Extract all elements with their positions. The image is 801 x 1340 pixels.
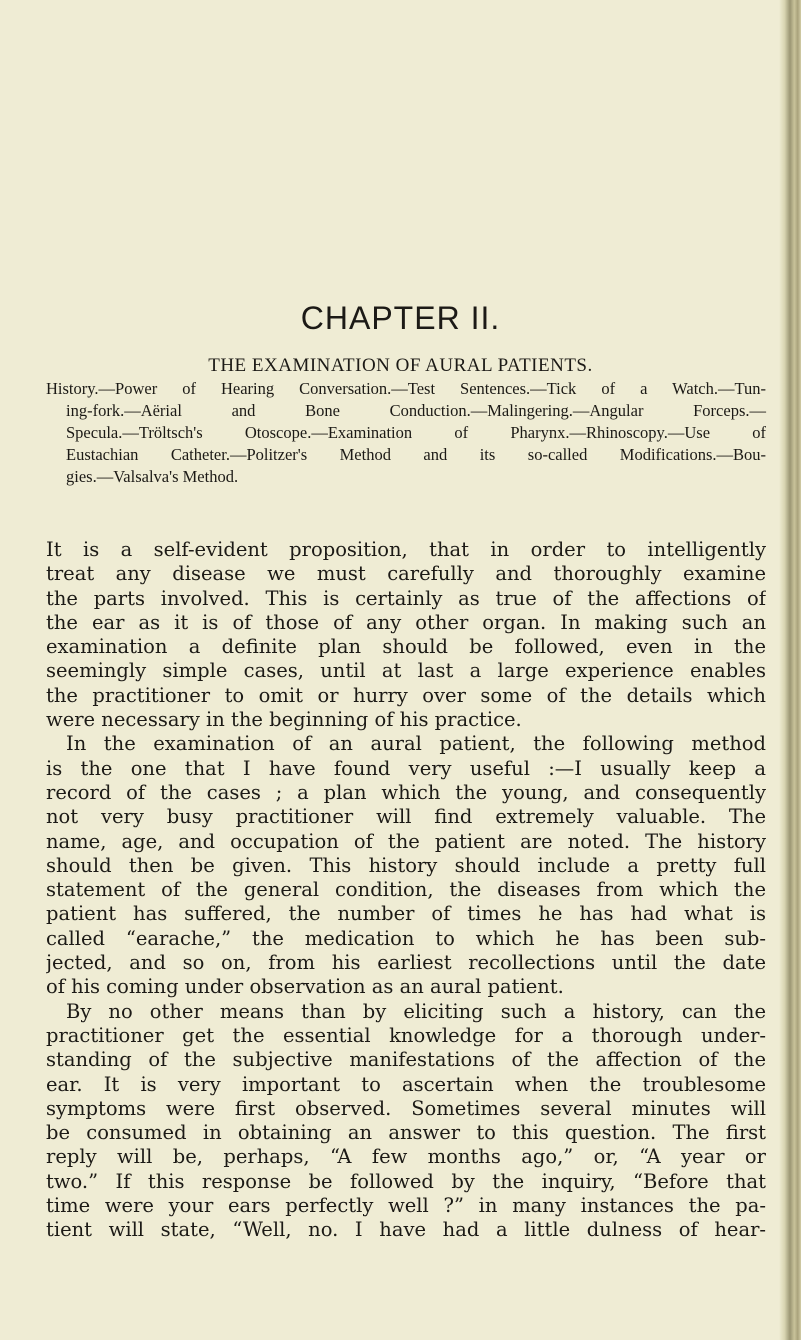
body-line: the practitioner to omit or hurry over some of the details which — [46, 683, 766, 707]
body-text — [46, 538, 766, 1243]
synopsis-line: Eustachian Catheter.—Politzer's Method and its so-called Modifications.—Bou- — [66, 445, 766, 464]
body-line: treat any disease we must carefully and thoroughly examine — [46, 562, 766, 586]
synopsis-line: gies.—Valsalva's Method. — [66, 467, 239, 486]
body-line: examination a definite plan should be followed, even in the — [46, 635, 766, 659]
body-line: In the examination of an aural patient, the following method — [66, 732, 766, 756]
body-line: name, age, and occupation of the patient are noted. The history — [46, 829, 766, 853]
body-line: standing of the subjective manifestations of the affection of the — [46, 1048, 766, 1072]
body-line: record of the cases ; a plan which the young, and consequently — [46, 780, 766, 804]
body-line: practitioner get the essential knowledge for a thorough under- — [46, 1023, 766, 1047]
body-line: jected, and so on, from his earliest recollections until the date — [46, 951, 766, 975]
body-line: It is a self-evident proposition, that in order to intelligently — [46, 538, 766, 561]
synopsis-line: ing-fork.—Aërial and Bone Conduction.—Malingering.—Angular Forceps.— — [66, 401, 766, 420]
body-line: patient has suffered, the number of times he has had what is — [46, 902, 766, 926]
page-edge-shadow — [779, 0, 801, 1340]
body-line: the ear as it is of those of any other organ. In making such an — [46, 610, 766, 634]
chapter-synopsis — [46, 378, 766, 488]
body-line: By no other means than by eliciting such a history, can the — [66, 999, 766, 1023]
body-line: of his coming under observation as an aural patient. — [46, 975, 564, 999]
body-line: tient will state, “Well, no. I have had a little dulness of hear- — [46, 1218, 766, 1242]
body-line: is the one that I have found very useful :—I usually keep a — [46, 756, 766, 780]
body-line: were necessary in the beginning of his practice. — [46, 708, 522, 732]
body-line: two.” If this response be followed by the inquiry, “Before that — [46, 1169, 766, 1193]
body-line: ear. It is very important to ascertain when the troublesome — [46, 1072, 766, 1096]
synopsis-line: History.—Power of Hearing Conversation.—Test Sentences.—Tick of a Watch.—Tun- — [46, 379, 766, 398]
body-line: be consumed in obtaining an answer to this question. The first — [46, 1121, 766, 1145]
body-line: should then be given. This history should include a pretty full — [46, 853, 766, 877]
body-line: statement of the general condition, the diseases from which the — [46, 878, 766, 902]
body-line: symptoms were first observed. Sometimes several minutes will — [46, 1096, 766, 1120]
chapter-title: CHAPTER II. — [300, 300, 501, 336]
synopsis-line: Specula.—Tröltsch's Otoscope.—Examination of Pharynx.—Rhinoscopy.—Use of — [66, 423, 766, 442]
body-line: time were your ears perfectly well ?” in many instances the pa- — [46, 1194, 766, 1218]
body-line: called “earache,” the medication to which he has been sub- — [46, 926, 766, 950]
body-line: reply will be, perhaps, “A few months ago,” or, “A year or — [46, 1145, 766, 1169]
section-title: THE EXAMINATION OF AURAL PATIENTS. — [208, 355, 593, 376]
body-line: the parts involved. This is certainly as true of the affections of — [46, 586, 766, 610]
body-line: seemingly simple cases, until at last a large experience enables — [46, 659, 766, 683]
body-line: not very busy practitioner will find extremely valuable. The — [46, 805, 766, 829]
